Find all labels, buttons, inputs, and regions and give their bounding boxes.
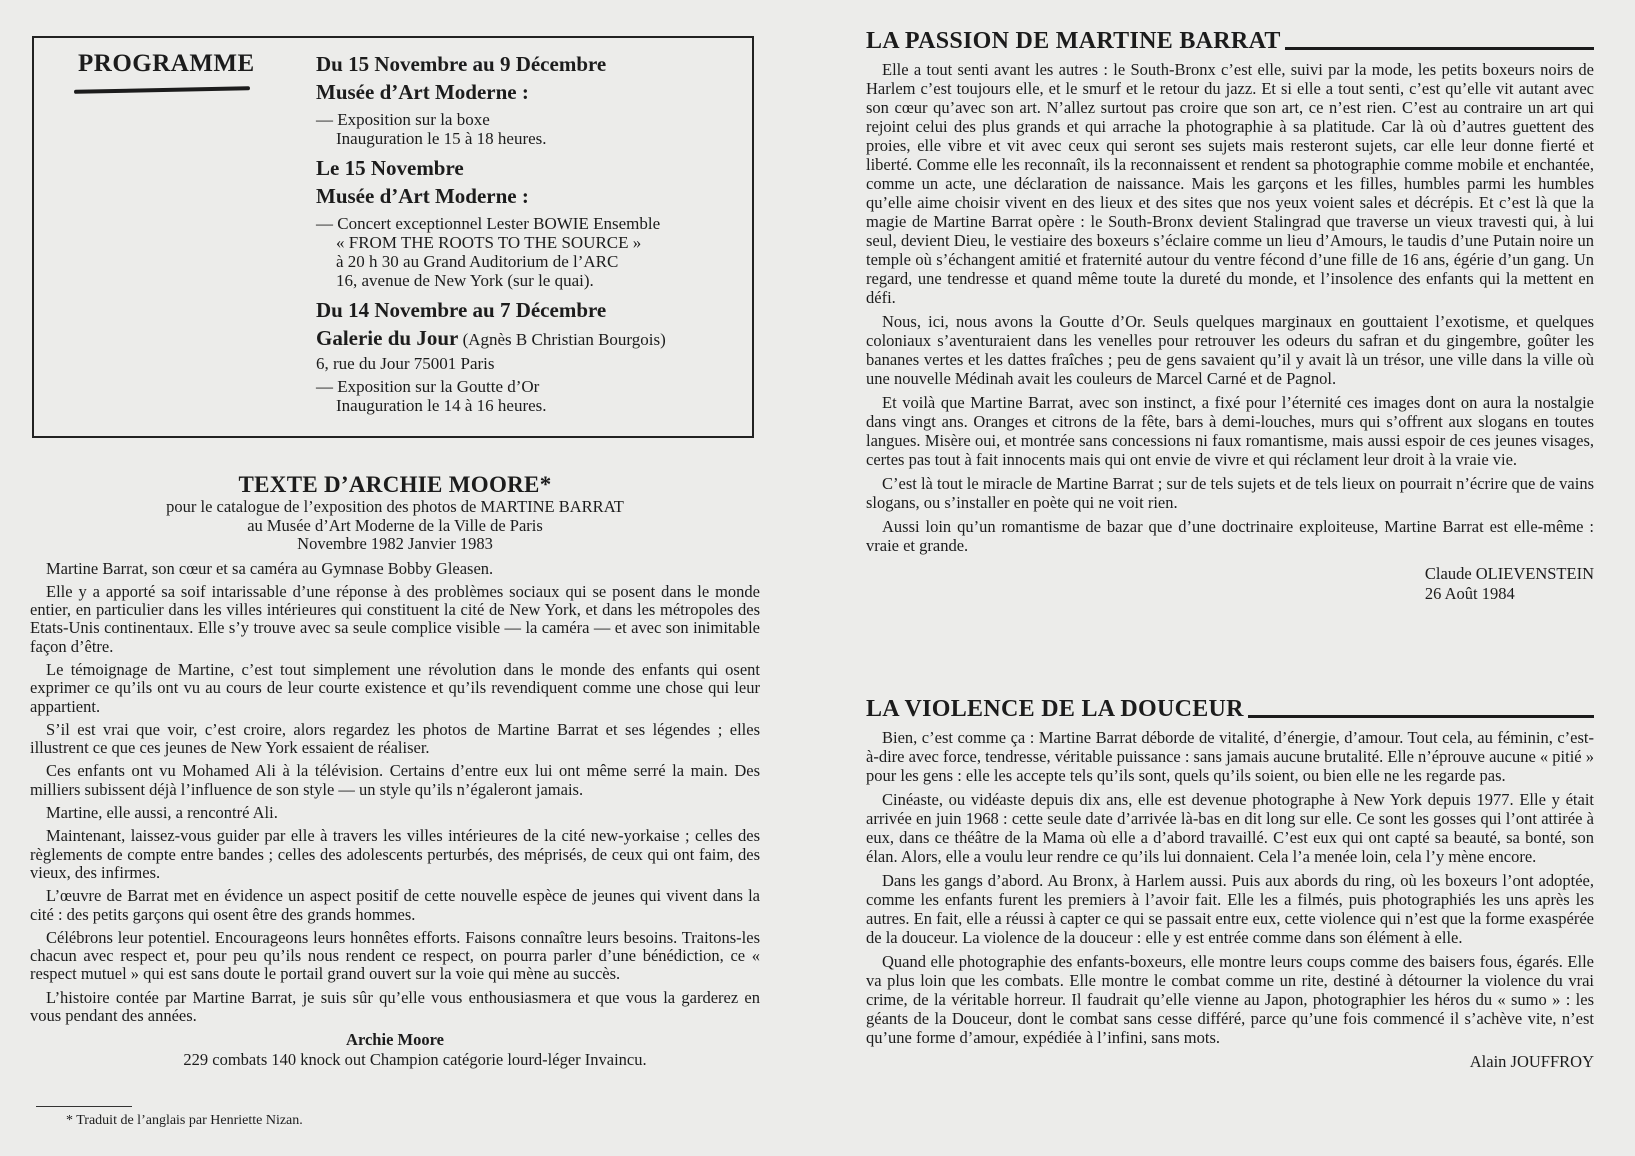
archie-paragraph: Elle y a apporté sa soif intarissable d’une réponse à des problèmes sociaux qui se posent dans le monde entier, en particulier dans les villes intérieures qui constituent la cité de New York, et dans les métropoles des Etats-Unis continentaux. Elle s’y trouve avec sa seule complice visible — la caméra — et avec son inimitable façon d’être. bbox=[30, 581, 760, 656]
passion-title: LA PASSION DE MARTINE BARRAT bbox=[866, 28, 1281, 54]
violence-section bbox=[866, 696, 1594, 1072]
title-rule bbox=[1248, 715, 1594, 718]
footnote: * Traduit de l’anglais par Henriette Nizan. bbox=[66, 1113, 303, 1128]
violence-paragraph: Cinéaste, ou vidéaste depuis dix ans, elle est devenue photographe à New York depuis 1977. Elle y était arrivée en juin 1968 : cette seule date d’arrivée là-bas en dit long sur elle. Ce sont les gosses qui l’ont attirée à eux, dans ce théâtre de la Mama où elle a d’abord travaillé. C’est eux qui ont capté sa beauté, sa bonté, son élan. Alors, elle a voulu leur rendre ce qu’ils lui donnaient. Cela l’a menée loin, cela l’y mène encore. bbox=[866, 790, 1594, 866]
archie-subtitle-line: Novembre 1982 Janvier 1983 bbox=[297, 534, 493, 553]
event-line: Inauguration le 15 à 18 heures. bbox=[336, 129, 547, 148]
footnote-rule bbox=[36, 1106, 132, 1107]
event-line: — Concert exceptionnel Lester BOWIE Ensemble bbox=[316, 214, 661, 233]
passion-paragraph: Elle a tout senti avant les autres : le South-Bronx c’est elle, suivi par la mode, les petits boxeurs noirs de Harlem c’est toujours elle, et le smurf et le retour du jazz. Et si elle a tout senti, c’est qu’elle vit autant avec son cœur qu’avec son art. N’allez surtout pas croire que son art, ce n’est rien. C’est au contraire un art qui rejoint celui des plus grands et qui arrache la photographie à sa platitude. Car là où d’autres guettent des proies, elle vibre et vit avec ceux qui seront ses sujets mais resteront sujets, car elle leur donne fierté et liberté. Comme elle les reconnaît, ils la reconnaissent et rendent sa photographie comme mobile et enchantée, comme un acte, une déclaration de naissance. Mais les garçons et les filles, humbles parmi les humbles qu’elle aime choisir vivent en des lieux et des sites que nos yeux voient sales et décrépis. Et c’est là que la magie de Martine Barrat opère : le South-Bronx devient Stalingrad que traverse un vieux travesti qui, à lui seul, devient Dieu, le vestiaire des boxeurs s’éclaire comme un lieu d’Amours, le taudis d’une Putain noire un temple où s’échangent amitié et fraternité autour du ventre fécond d’une fille de 16 ans, égérie d’un gang. Un regard, une tendresse et quand même toute la dureté du monde, et l’insolence des enfants qui la mettent en défi. bbox=[866, 60, 1594, 307]
violence-author: Alain JOUFFROY bbox=[1469, 1052, 1594, 1071]
violence-paragraph: Bien, c’est comme ça : Martine Barrat déborde de vitalité, d’énergie, d’amour. Tout cela, au féminin, c’est-à-dire avec force, tendresse, véritable puissance : sans jamais aucune brutalité. Elle n’éprouve aucune « pitié » pour les gens : elle les accepte tels qu’ils sont, quels qu’ils soient, ou bien elle ne les regarde pas. bbox=[866, 728, 1594, 785]
archie-subtitle-line: au Musée d’Art Moderne de la Ville de Paris bbox=[247, 515, 543, 535]
archie-paragraph: L’histoire contée par Martine Barrat, je suis sûr qu’elle vous enthousiasmera et que vous la garderez en vous pendant des années. bbox=[30, 987, 760, 1026]
programme-title-underline bbox=[74, 86, 250, 94]
passion-paragraph: C’est là tout le miracle de Martine Barrat ; sur de tels sujets et de tels lieux on pourrait n’écrire que de vains slogans, ou s’installer en poète qui ne voit rien. bbox=[866, 474, 1595, 512]
archie-moore-text bbox=[30, 472, 760, 1070]
programme-list bbox=[316, 50, 736, 421]
archie-paragraph: Martine Barrat, son cœur et sa caméra au Gymnase Bobby Gleasen. bbox=[46, 558, 494, 578]
archie-paragraph: L’œuvre de Barrat met en évidence un aspect positif de cette nouvelle espèce de jeunes qui vivent dans la cité : des petits garçons qui osent être des grands hommes. bbox=[30, 886, 760, 924]
archie-paragraph: Ces enfants ont vu Mohamed Ali à la télévision. Certains d’entre eux lui ont même serré la main. Des milliers subissent déjà l’influence de son style — un style qu’ils n’égaleront jamais. bbox=[30, 761, 760, 799]
programme-event bbox=[316, 296, 736, 415]
event-venue-name: Galerie du Jour bbox=[316, 326, 459, 350]
programme-event bbox=[316, 50, 736, 148]
archie-subtitle-line: pour le catalogue de l’exposition des photos de MARTINE BARRAT bbox=[166, 497, 624, 516]
event-venue-extra: (Agnès B Christian Bourgois) bbox=[458, 330, 666, 349]
archie-paragraph: Le témoignage de Martine, c’est tout simplement une révolution dans le monde des enfants qui osent exprimer ce qu’ils ont vu au cours de leur courte existence et qu’ils revendiquent comme une chose qui leur appartient. bbox=[30, 659, 760, 716]
passion-section bbox=[866, 28, 1594, 604]
passion-author: Claude OLIEVENSTEIN bbox=[1424, 564, 1594, 583]
event-date: Le 15 Novembre bbox=[316, 156, 464, 180]
archie-paragraph: Maintenant, laissez-vous guider par elle à travers les villes intérieures de la cité new-yorkaise ; celles des règlements de compte entre bandes ; celles des adolescents perturbés, des méprisés, de ceux qui ont faim, des vieux, des infirmes. bbox=[30, 826, 760, 882]
event-date: Du 14 Novembre au 7 Décembre bbox=[316, 298, 607, 322]
programme-title: PROGRAMME bbox=[78, 50, 255, 77]
archie-paragraph: S’il est vrai que voir, c’est croire, alors regardez les photos de Martine Barrat et ses légendes ; elles illustrent ce que ces jeunes de New York essaient de réaliser. bbox=[30, 719, 760, 758]
event-line: « FROM THE ROOTS TO THE SOURCE » bbox=[336, 233, 642, 252]
archie-paragraph: Martine, elle aussi, a rencontré Ali. bbox=[46, 803, 278, 823]
passion-paragraph: Nous, ici, nous avons la Goutte d’Or. Seuls quelques marginaux en gouttaient l’exotisme, et quelques coloniaux s’aventuraient dans les venelles pour retrouver les odeurs du safran et du gingembre, goûter les bananes vertes et les dattes fraîches ; peu de gens savaient qu’il y avait là un trésor, une ville dans la ville où une nouvelle Médinah avait les couleurs de Marcel Carné et de Pagnol. bbox=[866, 312, 1594, 388]
passion-date: 26 Août 1984 bbox=[1424, 584, 1515, 603]
event-address: 6, rue du Jour 75001 Paris bbox=[316, 354, 495, 373]
event-date: Du 15 Novembre au 9 Décembre bbox=[316, 52, 607, 76]
archie-signature-stats: 229 combats 140 knock out Champion catégorie lourd-léger Invaincu. bbox=[183, 1050, 647, 1070]
event-venue: Musée d’Art Moderne : bbox=[316, 184, 529, 208]
archie-signature-name: Archie Moore bbox=[346, 1030, 444, 1050]
violence-paragraph: Quand elle photographie des enfants-boxeurs, elle montre leurs coups comme des baisers fous, égarés. Elle va plus loin que les combats. Elle montre le combat comme un rite, destiné à détourner la violence du vrai crime, de la véritable horreur. Il faudrait qu’elle vienne au Japon, photographier les héros du « sumo » : les géants de la Douceur, dont le combat sans cesse différé, parce qu’une fois commencé il s’achève vite, n’est qu’une forme d’amour, expédiée à l’infini, sans mots. bbox=[866, 952, 1594, 1047]
violence-paragraph: Dans les gangs d’abord. Au Bronx, à Harlem aussi. Puis aux abords du ring, où les boxeurs l’ont adoptée, comme les enfants furent les premiers à l’avoir fait. Elle les a filmés, puis photographiés les uns après les autres. En fait, elle a réussi à capter ce qui se passait entre eux, cette violence qui n’est que la forme exaspérée de la douceur. La violence de la douceur : elle y est entrée comme dans son élément à elle. bbox=[866, 871, 1594, 947]
event-venue: Musée d’Art Moderne : bbox=[316, 80, 529, 104]
archie-title: TEXTE D’ARCHIE MOORE* bbox=[238, 472, 552, 497]
archie-paragraph: Célébrons leur potentiel. Encourageons leurs honnêtes efforts. Faisons connaître leurs besoins. Traitons-les chacun avec respect et, pour peu qu’ils nous rendent ce respect, on pourra parler d’une bénédiction, ce « respect mutuel » qui est sans doute le portail grand ouvert sur la voie qui mène au succès. bbox=[30, 927, 760, 984]
event-venue bbox=[316, 324, 736, 354]
programme-box bbox=[32, 36, 754, 438]
event-line: — Exposition sur la boxe bbox=[316, 110, 490, 129]
passion-signature bbox=[1425, 564, 1594, 604]
passion-paragraph: Aussi loin qu’un romantisme de bazar que d’une doctrinaire exploiteuse, Martine Barrat est elle-même : vraie et grande. bbox=[866, 517, 1594, 555]
event-line: à 20 h 30 au Grand Auditorium de l’ARC bbox=[336, 252, 619, 271]
event-line: Inauguration le 14 à 16 heures. bbox=[336, 396, 547, 415]
event-line: — Exposition sur la Goutte d’Or bbox=[316, 377, 540, 396]
violence-title: LA VIOLENCE DE LA DOUCEUR bbox=[866, 696, 1244, 722]
event-line: 16, avenue de New York (sur le quai). bbox=[336, 271, 594, 290]
title-rule bbox=[1285, 47, 1594, 50]
passion-paragraph: Et voilà que Martine Barrat, avec son instinct, a fixé pour l’éternité ces images dont on aura la nostalgie dans vingt ans. Oranges et citrons de la fête, bars à demi-louches, murs qui s’offrent aux slogans en toutes langues. Misère oui, et montrée sans concessions ni faux romantisme, mais aussi espoir de ces jeunes visages, certes pas tout à fait innocents mais qui ont envie de vivre et qui réclament leur droit à la vraie vie. bbox=[866, 393, 1594, 469]
programme-event bbox=[316, 154, 736, 290]
